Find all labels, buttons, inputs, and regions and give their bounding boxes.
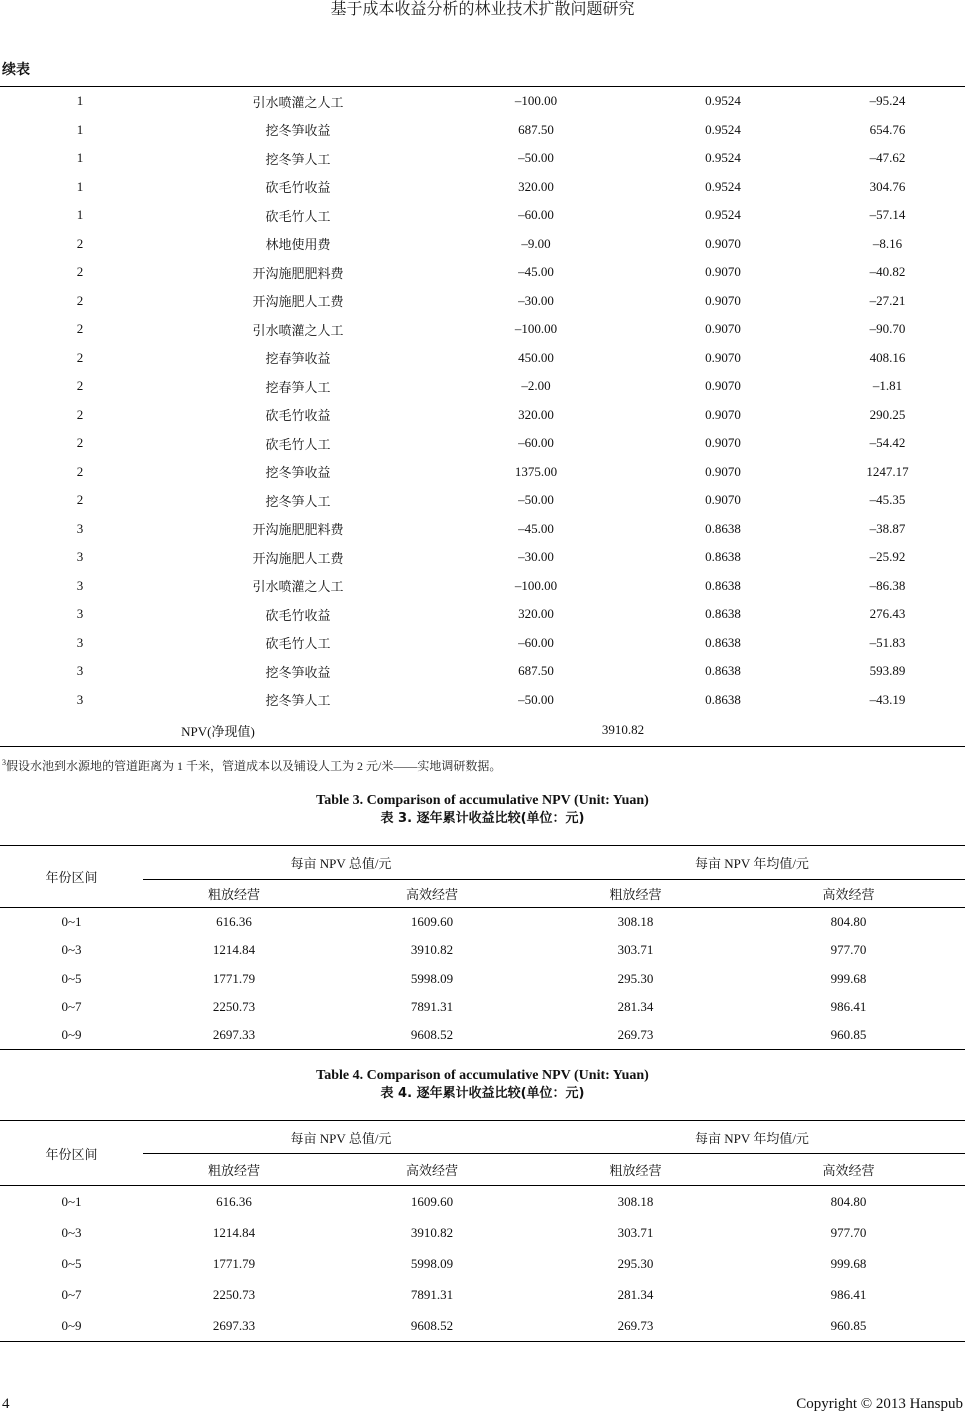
table-cell: 5998.09 [410, 970, 454, 986]
table-cell: –2.00 [521, 378, 551, 394]
year-range-header: 年份区间 [0, 846, 143, 908]
table-cell: –60.00 [518, 207, 554, 223]
npv-total-header: 每亩 NPV 总值/元 [143, 846, 539, 880]
table-cell: –50.00 [518, 150, 554, 166]
table-row [0, 629, 965, 658]
table-row [0, 116, 965, 145]
table-cell: –50.00 [518, 691, 554, 707]
table-cell: 303.71 [617, 942, 654, 958]
table-cell: 320.00 [518, 606, 554, 622]
table-cell: 挖冬笋收益 [265, 123, 331, 139]
table-row [0, 201, 965, 230]
table-cell: 977.70 [830, 1224, 867, 1240]
table-row [0, 936, 965, 964]
table-cell: 0.9070 [705, 463, 741, 479]
table-cell: –43.19 [869, 691, 906, 707]
table-cell: 320.00 [518, 178, 554, 194]
table-row [0, 543, 965, 572]
table-row [0, 230, 965, 259]
table-cell: 1771.79 [212, 1255, 256, 1271]
table-cell: 2 [76, 349, 84, 365]
table-cell: 引水喷灌之人工 [252, 579, 344, 595]
table-cell: 1214.84 [212, 942, 256, 958]
table-row [0, 173, 965, 202]
table-cell: –38.87 [869, 520, 906, 536]
footnote-marker: 3 [2, 758, 6, 767]
table-row [0, 515, 965, 544]
table-cell: 2697.33 [212, 1027, 256, 1043]
table-cell: 0.9070 [705, 492, 741, 508]
year-range-header: 年份区间 [0, 1121, 143, 1186]
table-cell: 0.9070 [705, 378, 741, 394]
npv-value: 3910.82 [601, 722, 645, 737]
table-cell: 2 [76, 406, 84, 422]
table-cell: 0.8638 [705, 577, 741, 593]
table3-caption-zh: 表 3. 逐年累计收益比较(单位：元) [380, 811, 585, 826]
table-cell: 1 [76, 93, 84, 109]
table-cell: 3 [76, 549, 84, 565]
table-cell: 654.76 [869, 121, 906, 137]
table-cell: 303.71 [617, 1224, 654, 1240]
table-cell: 450.00 [518, 349, 554, 365]
table-row [0, 401, 965, 430]
table-cell: 3 [76, 691, 84, 707]
table-cell: 3910.82 [410, 1224, 454, 1240]
table-cell: –27.21 [869, 292, 906, 308]
table-row [0, 1217, 965, 1248]
table-cell: 0~9 [61, 1317, 82, 1333]
table-cell: 开沟施肥肥料费 [252, 265, 344, 281]
table-cell: 开沟施肥人工费 [252, 294, 344, 310]
running-header: 基于成本收益分析的林业技术扩散问题研究 [330, 1, 635, 18]
table-cell: 295.30 [617, 1255, 654, 1271]
table-cell: 320.00 [518, 406, 554, 422]
sub-header: 高效经营 [325, 1154, 539, 1186]
table-cell: –54.42 [869, 435, 906, 451]
table-cell: 616.36 [216, 914, 252, 930]
table-row [0, 144, 965, 173]
table-cell: 2 [76, 235, 84, 251]
table-cell: –100.00 [514, 93, 558, 109]
table-cell: 挖春笋人工 [265, 379, 331, 395]
table-cell: 0.9524 [705, 178, 741, 194]
table-row [0, 486, 965, 515]
table-cell: 2 [76, 492, 84, 508]
table-cell: 2 [76, 463, 84, 479]
table-cell: 0.9070 [705, 264, 741, 280]
table-cell: 2 [76, 292, 84, 308]
table-cell: –100.00 [514, 577, 558, 593]
table-cell: 砍毛竹收益 [265, 607, 331, 623]
comparison-table-3 [0, 845, 965, 1050]
table-cell: 2697.33 [212, 1317, 256, 1333]
table-cell: 804.80 [830, 914, 867, 930]
table-cell: 1609.60 [410, 914, 454, 930]
table-cell: 960.85 [830, 1317, 867, 1333]
table4-caption-en: Table 4. Comparison of accumulative NPV (Unit: Yuan) [316, 1068, 649, 1083]
table-cell: 0~3 [61, 942, 82, 958]
table-cell: 挖冬笋人工 [265, 493, 331, 509]
table-cell: 0.9524 [705, 93, 741, 109]
sub-header: 高效经营 [732, 1154, 965, 1186]
table4-caption-zh: 表 4. 逐年累计收益比较(单位：元) [380, 1086, 585, 1101]
table-row [0, 458, 965, 487]
table-row [0, 1248, 965, 1279]
table-cell: –86.38 [869, 577, 906, 593]
table-cell: –40.82 [869, 264, 906, 280]
table-cell: 1 [76, 178, 84, 194]
table-cell: –95.24 [869, 93, 906, 109]
table-cell: 0.8638 [705, 549, 741, 565]
table-cell: 986.41 [830, 1286, 867, 1302]
table4-caption [0, 1067, 965, 1103]
table-cell: 砍毛竹收益 [265, 180, 331, 196]
table-cell: 0.9524 [705, 207, 741, 223]
npv-detail-table [0, 86, 965, 747]
table-cell: 986.41 [830, 999, 867, 1015]
table-cell: 0.9070 [705, 349, 741, 365]
table-cell: 2 [76, 378, 84, 394]
table-cell: –47.62 [869, 150, 906, 166]
table3-caption-en: Table 3. Comparison of accumulative NPV (Unit: Yuan) [316, 793, 649, 808]
table-cell: 0~7 [61, 999, 82, 1015]
table-cell: 3 [76, 606, 84, 622]
table-cell: 1 [76, 150, 84, 166]
table-cell: 0~5 [61, 1255, 82, 1271]
table-cell: 308.18 [617, 914, 654, 930]
table-cell: 1771.79 [212, 970, 256, 986]
table-row [0, 965, 965, 993]
table-row [0, 287, 965, 316]
table-cell: 0.9070 [705, 406, 741, 422]
table-cell: 687.50 [518, 121, 554, 137]
table-cell: 999.68 [830, 1255, 867, 1271]
table-row [0, 1310, 965, 1342]
table-row [0, 1279, 965, 1310]
table-row [0, 657, 965, 686]
table-cell: –60.00 [518, 634, 554, 650]
table-cell: –45.35 [869, 492, 906, 508]
table-cell: –45.00 [518, 264, 554, 280]
comparison-table-3-body [0, 908, 965, 1050]
table-cell: 挖冬笋人工 [265, 693, 331, 709]
table-cell: 5998.09 [410, 1255, 454, 1271]
npv-annual-header: 每亩 NPV 年均值/元 [539, 1121, 965, 1154]
table-cell: 3 [76, 634, 84, 650]
table-cell: –50.00 [518, 492, 554, 508]
table-cell: 0.9070 [705, 292, 741, 308]
table-row [0, 1186, 965, 1218]
npv-label: NPV(净现值) [181, 723, 255, 739]
table-row [0, 258, 965, 287]
table-cell: 0.8638 [705, 520, 741, 536]
table-cell: –45.00 [518, 520, 554, 536]
npv-total-header: 每亩 NPV 总值/元 [143, 1121, 539, 1154]
table-cell: –30.00 [518, 292, 554, 308]
table-cell: 593.89 [869, 663, 906, 679]
table-cell: –25.92 [869, 549, 906, 565]
table-cell: 281.34 [617, 1286, 654, 1302]
table-cell: –100.00 [514, 321, 558, 337]
npv-annual-header: 每亩 NPV 年均值/元 [539, 846, 965, 880]
table-cell: 269.73 [617, 1027, 654, 1043]
table-cell: 0.9070 [705, 235, 741, 251]
table-cell: 1609.60 [410, 1193, 454, 1209]
table-cell: –30.00 [518, 549, 554, 565]
table-cell: 1375.00 [514, 463, 558, 479]
table-cell: 1 [76, 121, 84, 137]
table-cell: 304.76 [869, 178, 906, 194]
table-cell: 挖冬笋收益 [265, 664, 331, 680]
footnote [2, 757, 501, 774]
table-cell: 281.34 [617, 999, 654, 1015]
table-cell: 0~7 [61, 1286, 82, 1302]
table-cell: 砍毛竹人工 [265, 636, 331, 652]
table-cell: 0.9070 [705, 435, 741, 451]
table-cell: 引水喷灌之人工 [252, 322, 344, 338]
table-cell: 0.8638 [705, 663, 741, 679]
table-cell: –51.83 [869, 634, 906, 650]
table-cell: 295.30 [617, 970, 654, 986]
table-row [0, 993, 965, 1021]
table-cell: 1 [76, 207, 84, 223]
table-cell: 0.9524 [705, 150, 741, 166]
table-cell: 0~1 [61, 1193, 82, 1209]
table-cell: 0~5 [61, 970, 82, 986]
comparison-table-4-body [0, 1186, 965, 1342]
table-cell: 2 [76, 264, 84, 280]
table-cell: 砍毛竹人工 [265, 208, 331, 224]
table-row [0, 1021, 965, 1050]
table-cell: 977.70 [830, 942, 867, 958]
copyright-notice: Copyright © 2013 Hanspub [796, 1396, 963, 1412]
footnote-text: 假设水池到水源地的管道距离为 1 千米，管道成本以及铺设人工为 2 元/米——实地调研数据。 [6, 759, 502, 773]
npv-total-row [0, 714, 965, 747]
table-cell: 0.9524 [705, 121, 741, 137]
table-cell: 2250.73 [212, 1286, 256, 1302]
table-row [0, 908, 965, 937]
table-row [0, 600, 965, 629]
sub-header: 高效经营 [732, 880, 965, 908]
table-cell: 0.9070 [705, 321, 741, 337]
table-cell: 引水喷灌之人工 [252, 94, 344, 110]
table-cell: –90.70 [869, 321, 906, 337]
table-cell: 276.43 [869, 606, 906, 622]
table-cell: 开沟施肥肥料费 [252, 522, 344, 538]
table-cell: 3 [76, 520, 84, 536]
npv-detail-table-body [0, 87, 965, 715]
table-cell: 挖冬笋收益 [265, 465, 331, 481]
sub-header: 粗放经营 [539, 1154, 732, 1186]
table-row [0, 372, 965, 401]
table-row [0, 572, 965, 601]
sub-header: 粗放经营 [539, 880, 732, 908]
table-cell: 687.50 [518, 663, 554, 679]
table-cell: 804.80 [830, 1193, 867, 1209]
table-cell: 3 [76, 577, 84, 593]
table-cell: –8.16 [872, 235, 903, 251]
table-row [0, 429, 965, 458]
table-cell: 408.16 [869, 349, 906, 365]
table-row [0, 686, 965, 715]
sub-header: 粗放经营 [143, 880, 325, 908]
table-cell: 3910.82 [410, 942, 454, 958]
table-cell: 7891.31 [410, 1286, 454, 1302]
table-row [0, 344, 965, 373]
table-cell: 960.85 [830, 1027, 867, 1043]
page-number: 4 [2, 1396, 10, 1412]
table-cell: –57.14 [869, 207, 906, 223]
table-cell: 1214.84 [212, 1224, 256, 1240]
table-cell: 0.8638 [705, 634, 741, 650]
table-cell: 0~3 [61, 1224, 82, 1240]
table-cell: 挖冬笋人工 [265, 151, 331, 167]
sub-header: 高效经营 [325, 880, 539, 908]
table-cell: 2 [76, 321, 84, 337]
table-cell: 1247.17 [866, 463, 909, 479]
table-cell: 砍毛竹人工 [265, 436, 331, 452]
table-cell: 999.68 [830, 970, 867, 986]
table-cell: 0.8638 [705, 691, 741, 707]
comparison-table-4 [0, 1120, 965, 1342]
table-cell: 269.73 [617, 1317, 654, 1333]
sub-header: 粗放经营 [143, 1154, 325, 1186]
table-cell: 290.25 [869, 406, 906, 422]
table-cell: 开沟施肥人工费 [252, 550, 344, 566]
table3-caption [0, 792, 965, 828]
table-cell: –9.00 [521, 235, 551, 251]
table-cell: –60.00 [518, 435, 554, 451]
table-cell: 308.18 [617, 1193, 654, 1209]
table-cell: 616.36 [216, 1193, 252, 1209]
table-cell: 0~1 [61, 914, 82, 930]
table-cell: 0~9 [61, 1027, 82, 1043]
table-cell: 0.8638 [705, 606, 741, 622]
table-cell: 3 [76, 663, 84, 679]
table-row [0, 87, 965, 116]
table-cell: 2250.73 [212, 999, 256, 1015]
table-cell: 砍毛竹收益 [265, 408, 331, 424]
table-row [0, 315, 965, 344]
table-cell: 2 [76, 435, 84, 451]
table-cell: 7891.31 [410, 999, 454, 1015]
table-cell: –1.81 [872, 378, 903, 394]
table-cell: 林地使用费 [265, 237, 331, 253]
table-cell: 9608.52 [410, 1317, 454, 1333]
table-cell: 挖春笋收益 [265, 351, 331, 367]
table-cell: 9608.52 [410, 1027, 454, 1043]
continued-table-label: 续表 [2, 62, 30, 78]
